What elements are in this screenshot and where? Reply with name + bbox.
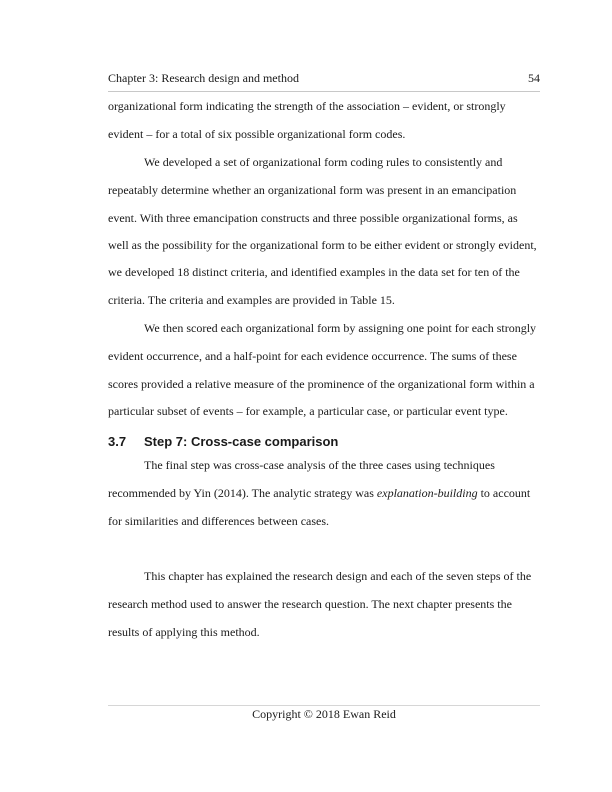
- text-span: recommended by Yin (2014). The analytic strategy was: [108, 486, 377, 500]
- body-line: we developed 18 distinct criteria, and identified examples in the data set for ten of the: [108, 265, 520, 279]
- header-rule: [108, 91, 540, 92]
- body-line: evident occurrence, and a half-point for each evidence occurrence. The sums of these: [108, 349, 517, 363]
- body-line: We developed a set of organizational form coding rules to consistently and: [144, 155, 503, 169]
- text-span: to account: [477, 486, 531, 500]
- body-line: particular subset of events – for example, a particular case, or particular event type.: [108, 404, 508, 418]
- body-line: The final step was cross-case analysis of the three cases using techniques: [144, 458, 495, 472]
- section-number: 3.7: [108, 434, 127, 449]
- body-line: criteria. The criteria and examples are provided in Table 15.: [108, 293, 395, 307]
- body-line: results of applying this method.: [108, 625, 260, 639]
- copyright-footer: Copyright © 2018 Ewan Reid: [252, 707, 396, 721]
- body-line: scores provided a relative measure of the prominence of the organizational form within a: [108, 377, 535, 391]
- body-line: evident – for a total of six possible organizational form codes.: [108, 127, 406, 141]
- body-line: We then scored each organizational form by assigning one point for each strongly: [144, 321, 537, 335]
- body-line: event. With three emancipation constructs and three possible organizational forms, as: [108, 211, 518, 225]
- running-title: Chapter 3: Research design and method: [108, 71, 299, 85]
- emphasis-term: explanation-building: [376, 486, 478, 500]
- body-line: well as the possibility for the organizational form to be either evident or strongly evident,: [108, 238, 537, 252]
- body-line: [108, 485, 540, 501]
- section-heading: [108, 434, 338, 449]
- section-title: Step 7: Cross-case comparison: [144, 434, 339, 449]
- footer-rule: [108, 705, 540, 706]
- page-number: 54: [528, 71, 540, 85]
- body-line: research method used to answer the research question. The next chapter presents the: [108, 597, 512, 611]
- page-header: [108, 71, 540, 89]
- body-line: organizational form indicating the strength of the association – evident, or strongly: [108, 99, 506, 113]
- body-line: for similarities and differences between cases.: [108, 514, 330, 528]
- body-line: repeatably determine whether an organizational form was present in an emancipation: [108, 183, 517, 197]
- body-line: This chapter has explained the research design and each of the seven steps of the: [144, 569, 532, 583]
